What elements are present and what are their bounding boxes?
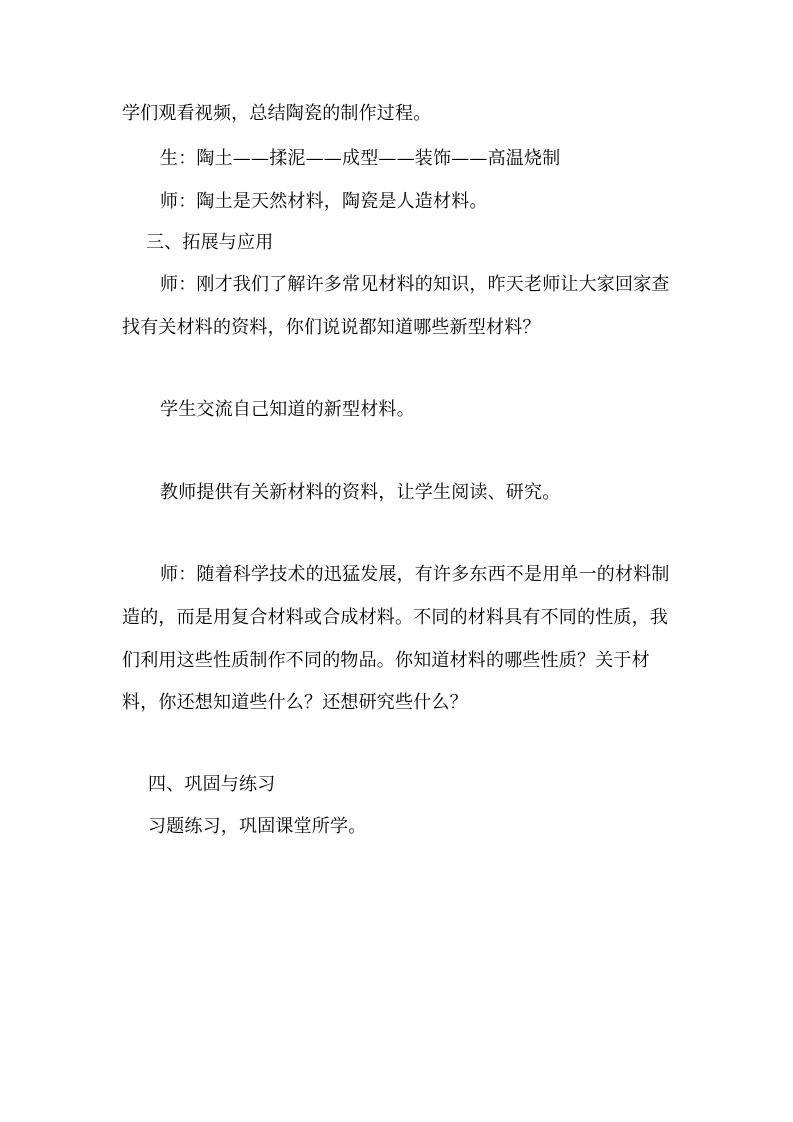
paragraph-line: 习题练习，巩固课堂所学。 (148, 816, 367, 837)
paragraph-line: 师：陶土是天然材料，陶瓷是人造材料。 (160, 191, 488, 212)
paragraph-line: 学们观看视频，总结陶瓷的制作过程。 (122, 103, 432, 124)
paragraph-line: 师：随着科学技术的迅猛发展，有许多东西不是用单一的材料制 (160, 564, 670, 585)
paragraph-line: 找有关材料的资料，你们说说都知道哪些新型材料？ (122, 317, 541, 338)
paragraph-line: 学生交流自己知道的新型材料。 (160, 399, 415, 420)
paragraph-line: 教师提供有关新材料的资料，让学生阅读、研究。 (160, 482, 561, 503)
paragraph-line: 师：刚才我们了解许多常见材料的知识，昨天老师让大家回家查 (160, 274, 670, 295)
section-heading: 三、拓展与应用 (146, 232, 274, 253)
section-heading: 四、巩固与练习 (148, 774, 276, 795)
paragraph-line: 造的，而是用复合材料或合成材料。不同的材料具有不同的性质，我 (122, 607, 668, 628)
paragraph-line: 生：陶土——揉泥——成型——装饰——高温烧制 (160, 148, 561, 169)
paragraph-line: 料，你还想知道些什么？还想研究些什么？ (122, 692, 468, 713)
paragraph-line: 们利用这些性质制作不同的物品。你知道材料的哪些性质？关于材 (122, 650, 650, 671)
